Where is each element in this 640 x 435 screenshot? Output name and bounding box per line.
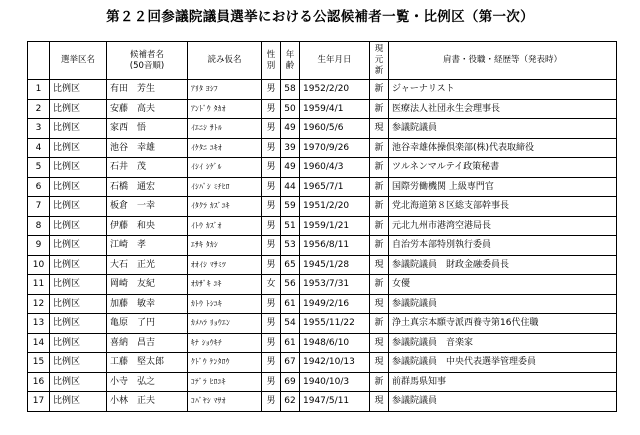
header-name-label: 候補者名 (129, 49, 164, 60)
district-cell: 比例区 (50, 197, 107, 217)
name-kana: ｲﾀｸﾗ ｶｽﾞﾕｷ (188, 197, 262, 217)
row-number: 1 (28, 80, 50, 100)
age-cell: 69 (281, 372, 300, 392)
birth-date: 1953/7/31 (300, 275, 370, 295)
age-cell: 59 (281, 197, 300, 217)
name-kana: ｲｼﾊﾞｼ ﾐﾁﾋﾛ (188, 177, 262, 197)
age-cell: 51 (281, 216, 300, 236)
birth-date: 1945/1/28 (300, 255, 370, 275)
age-cell: 50 (281, 99, 300, 119)
table-row (28, 294, 617, 314)
birth-date: 1959/1/21 (300, 216, 370, 236)
district-cell: 比例区 (50, 119, 107, 139)
table-row (28, 333, 617, 353)
status-cell: 現 (370, 119, 389, 139)
status-cell: 新 (370, 372, 389, 392)
name-kana: ｺﾊﾞﾔｼ ﾏｻｵ (188, 392, 262, 412)
row-number: 5 (28, 158, 50, 178)
row-number: 9 (28, 236, 50, 256)
header-gender (262, 42, 281, 80)
age-cell: 44 (281, 177, 300, 197)
table-row (28, 255, 617, 275)
district-cell: 比例区 (50, 80, 107, 100)
age-cell: 53 (281, 236, 300, 256)
header-status-3: 新 (374, 66, 384, 76)
district-cell: 比例区 (50, 372, 107, 392)
status-cell: 新 (370, 177, 389, 197)
row-number: 7 (28, 197, 50, 217)
candidate-name: 亀原 了円 (107, 314, 188, 334)
name-kana: ｲｴﾆｼ ｻﾄﾙ (188, 119, 262, 139)
row-number: 15 (28, 353, 50, 373)
age-cell: 61 (281, 333, 300, 353)
status-cell: 新 (370, 236, 389, 256)
gender-cell: 男 (262, 138, 281, 158)
career-cell: ツルネンマルテイ政策秘書 (389, 158, 617, 178)
table-row (28, 158, 617, 178)
gender-cell: 男 (262, 314, 281, 334)
header-kana: 読み仮名 (188, 42, 262, 80)
name-kana: ｵｵｲｼ ﾏｻﾐﾂ (188, 255, 262, 275)
birth-date: 1959/4/1 (300, 99, 370, 119)
row-number: 6 (28, 177, 50, 197)
status-cell: 現 (370, 333, 389, 353)
table-row (28, 275, 617, 295)
career-cell: 元北九州市港湾空港局長 (389, 216, 617, 236)
gender-cell: 男 (262, 99, 281, 119)
career-cell: 女優 (389, 275, 617, 295)
district-cell: 比例区 (50, 294, 107, 314)
career-cell: 医療法人社団永生会理事長 (389, 99, 617, 119)
career-cell: 参議院議員 (389, 294, 617, 314)
candidate-name: 石橋 通宏 (107, 177, 188, 197)
name-kana: ｲﾄｳ ｶｽﾞｵ (188, 216, 262, 236)
birth-date: 1942/10/13 (300, 353, 370, 373)
header-status (370, 42, 389, 80)
header-age-1: 年 (285, 49, 295, 60)
row-number: 13 (28, 314, 50, 334)
table-row (28, 197, 617, 217)
career-cell: 参議院議員 中央代表選挙管理委員 (389, 353, 617, 373)
table-row (28, 138, 617, 158)
birth-date: 1952/2/20 (300, 80, 370, 100)
table-row (28, 99, 617, 119)
table-row (28, 80, 617, 100)
row-number: 4 (28, 138, 50, 158)
candidate-name: 喜納 昌吉 (107, 333, 188, 353)
district-cell: 比例区 (50, 333, 107, 353)
status-cell: 現 (370, 353, 389, 373)
birth-date: 1960/4/3 (300, 158, 370, 178)
header-age-2: 齢 (285, 60, 295, 71)
career-cell: ジャーナリスト (389, 80, 617, 100)
district-cell: 比例区 (50, 392, 107, 412)
age-cell: 54 (281, 314, 300, 334)
district-cell: 比例区 (50, 236, 107, 256)
candidate-name: 小林 正夫 (107, 392, 188, 412)
gender-cell: 男 (262, 197, 281, 217)
header-status-1: 現 (374, 44, 384, 54)
gender-cell: 男 (262, 177, 281, 197)
district-cell: 比例区 (50, 255, 107, 275)
table-row (28, 236, 617, 256)
gender-cell: 男 (262, 392, 281, 412)
header-career: 肩書・役職・経歴等（発表時） (389, 42, 617, 80)
career-cell: 浄土真宗本願寺派西養寺第16代住職 (389, 314, 617, 334)
candidate-name: 岡崎 友紀 (107, 275, 188, 295)
table-header-row (28, 42, 617, 80)
table-row (28, 372, 617, 392)
status-cell: 現 (370, 255, 389, 275)
page-title: 第２２回参議院議員選挙における公認候補者一覧・比例区（第一次） (106, 9, 534, 25)
age-cell: 67 (281, 353, 300, 373)
row-number: 12 (28, 294, 50, 314)
gender-cell: 男 (262, 119, 281, 139)
header-no (28, 42, 50, 80)
birth-date: 1965/7/1 (300, 177, 370, 197)
status-cell: 新 (370, 197, 389, 217)
header-name-sub: (50音順) (129, 60, 165, 71)
candidate-name: 有田 芳生 (107, 80, 188, 100)
career-cell: 国際労働機関 上級専門官 (389, 177, 617, 197)
gender-cell: 男 (262, 80, 281, 100)
age-cell: 49 (281, 119, 300, 139)
birth-date: 1970/9/26 (300, 138, 370, 158)
candidate-name: 家西 悟 (107, 119, 188, 139)
career-cell: 党北海道第８区総支部幹事長 (389, 197, 617, 217)
name-kana: ｵｶｻﾞｷ ﾕｷ (188, 275, 262, 295)
district-cell: 比例区 (50, 177, 107, 197)
age-cell: 58 (281, 80, 300, 100)
table-row (28, 177, 617, 197)
name-kana: ｱﾝﾄﾞｳ ﾀｶｵ (188, 99, 262, 119)
district-cell: 比例区 (50, 314, 107, 334)
name-kana: ｲｼｲ ｼｹﾞﾙ (188, 158, 262, 178)
career-cell: 参議院議員 音楽家 (389, 333, 617, 353)
gender-cell: 男 (262, 353, 281, 373)
name-kana: ｲｹﾀﾆ ﾕｷｵ (188, 138, 262, 158)
gender-cell: 男 (262, 294, 281, 314)
status-cell: 現 (370, 392, 389, 412)
row-number: 16 (28, 372, 50, 392)
status-cell: 新 (370, 275, 389, 295)
gender-cell: 女 (262, 275, 281, 295)
age-cell: 49 (281, 158, 300, 178)
gender-cell: 男 (262, 372, 281, 392)
status-cell: 新 (370, 80, 389, 100)
status-cell: 新 (370, 99, 389, 119)
name-kana: ｱﾘﾀ ﾖｼﾌ (188, 80, 262, 100)
row-number: 8 (28, 216, 50, 236)
gender-cell: 男 (262, 216, 281, 236)
age-cell: 56 (281, 275, 300, 295)
birth-date: 1955/11/22 (300, 314, 370, 334)
district-cell: 比例区 (50, 216, 107, 236)
career-cell: 池谷幸雄体操倶楽部(株)代表取締役 (389, 138, 617, 158)
gender-cell: 男 (262, 333, 281, 353)
district-cell: 比例区 (50, 99, 107, 119)
birth-date: 1951/2/20 (300, 197, 370, 217)
career-cell: 参議院議員 (389, 392, 617, 412)
candidate-name: 小寺 弘之 (107, 372, 188, 392)
age-cell: 62 (281, 392, 300, 412)
name-kana: ｶﾄｳ ﾄｼﾕｷ (188, 294, 262, 314)
table-row (28, 353, 617, 373)
district-cell: 比例区 (50, 158, 107, 178)
age-cell: 61 (281, 294, 300, 314)
table-row (28, 119, 617, 139)
header-name (107, 42, 188, 80)
table-row (28, 216, 617, 236)
status-cell: 現 (370, 294, 389, 314)
birth-date: 1948/6/10 (300, 333, 370, 353)
career-cell: 参議院議員 (389, 119, 617, 139)
career-cell: 前群馬県知事 (389, 372, 617, 392)
header-district: 選挙区名 (50, 42, 107, 80)
candidate-name: 石井 茂 (107, 158, 188, 178)
birth-date: 1949/2/16 (300, 294, 370, 314)
header-gender-1: 性 (266, 49, 276, 60)
candidate-name: 安藤 高夫 (107, 99, 188, 119)
header-age (281, 42, 300, 80)
candidate-name: 加藤 敏幸 (107, 294, 188, 314)
row-number: 3 (28, 119, 50, 139)
birth-date: 1947/5/11 (300, 392, 370, 412)
status-cell: 新 (370, 314, 389, 334)
name-kana: ｷﾅ ｼｮｳｷﾁ (188, 333, 262, 353)
district-cell: 比例区 (50, 353, 107, 373)
district-cell: 比例区 (50, 138, 107, 158)
table-row (28, 314, 617, 334)
candidate-name: 板倉 一幸 (107, 197, 188, 217)
candidate-name: 池谷 幸雄 (107, 138, 188, 158)
status-cell: 新 (370, 138, 389, 158)
candidate-name: 江崎 孝 (107, 236, 188, 256)
age-cell: 65 (281, 255, 300, 275)
name-kana: ｸﾄﾞｳ ｹﾝﾀﾛｳ (188, 353, 262, 373)
row-number: 2 (28, 99, 50, 119)
row-number: 11 (28, 275, 50, 295)
row-number: 17 (28, 392, 50, 412)
birth-date: 1940/10/3 (300, 372, 370, 392)
age-cell: 39 (281, 138, 300, 158)
row-number: 14 (28, 333, 50, 353)
row-number: 10 (28, 255, 50, 275)
career-cell: 参議院議員 財政金融委員長 (389, 255, 617, 275)
gender-cell: 男 (262, 255, 281, 275)
status-cell: 新 (370, 216, 389, 236)
header-status-2: 元 (374, 55, 384, 65)
candidate-name: 工藤 堅太郎 (107, 353, 188, 373)
name-kana: ｺﾃﾞﾗ ﾋﾛﾕｷ (188, 372, 262, 392)
candidate-name: 伊藤 和央 (107, 216, 188, 236)
name-kana: ｴｻｷ ﾀｶｼ (188, 236, 262, 256)
candidate-name: 大石 正光 (107, 255, 188, 275)
status-cell: 新 (370, 158, 389, 178)
district-cell: 比例区 (50, 275, 107, 295)
birth-date: 1956/8/11 (300, 236, 370, 256)
header-gender-2: 別 (266, 60, 276, 71)
candidates-table (27, 41, 617, 412)
table-row (28, 392, 617, 412)
name-kana: ｶﾒﾊﾗ ﾘｮｳｴﾝ (188, 314, 262, 334)
gender-cell: 男 (262, 158, 281, 178)
career-cell: 自治労本部特別執行委員 (389, 236, 617, 256)
gender-cell: 男 (262, 236, 281, 256)
birth-date: 1960/5/6 (300, 119, 370, 139)
header-birth: 生年月日 (300, 42, 370, 80)
